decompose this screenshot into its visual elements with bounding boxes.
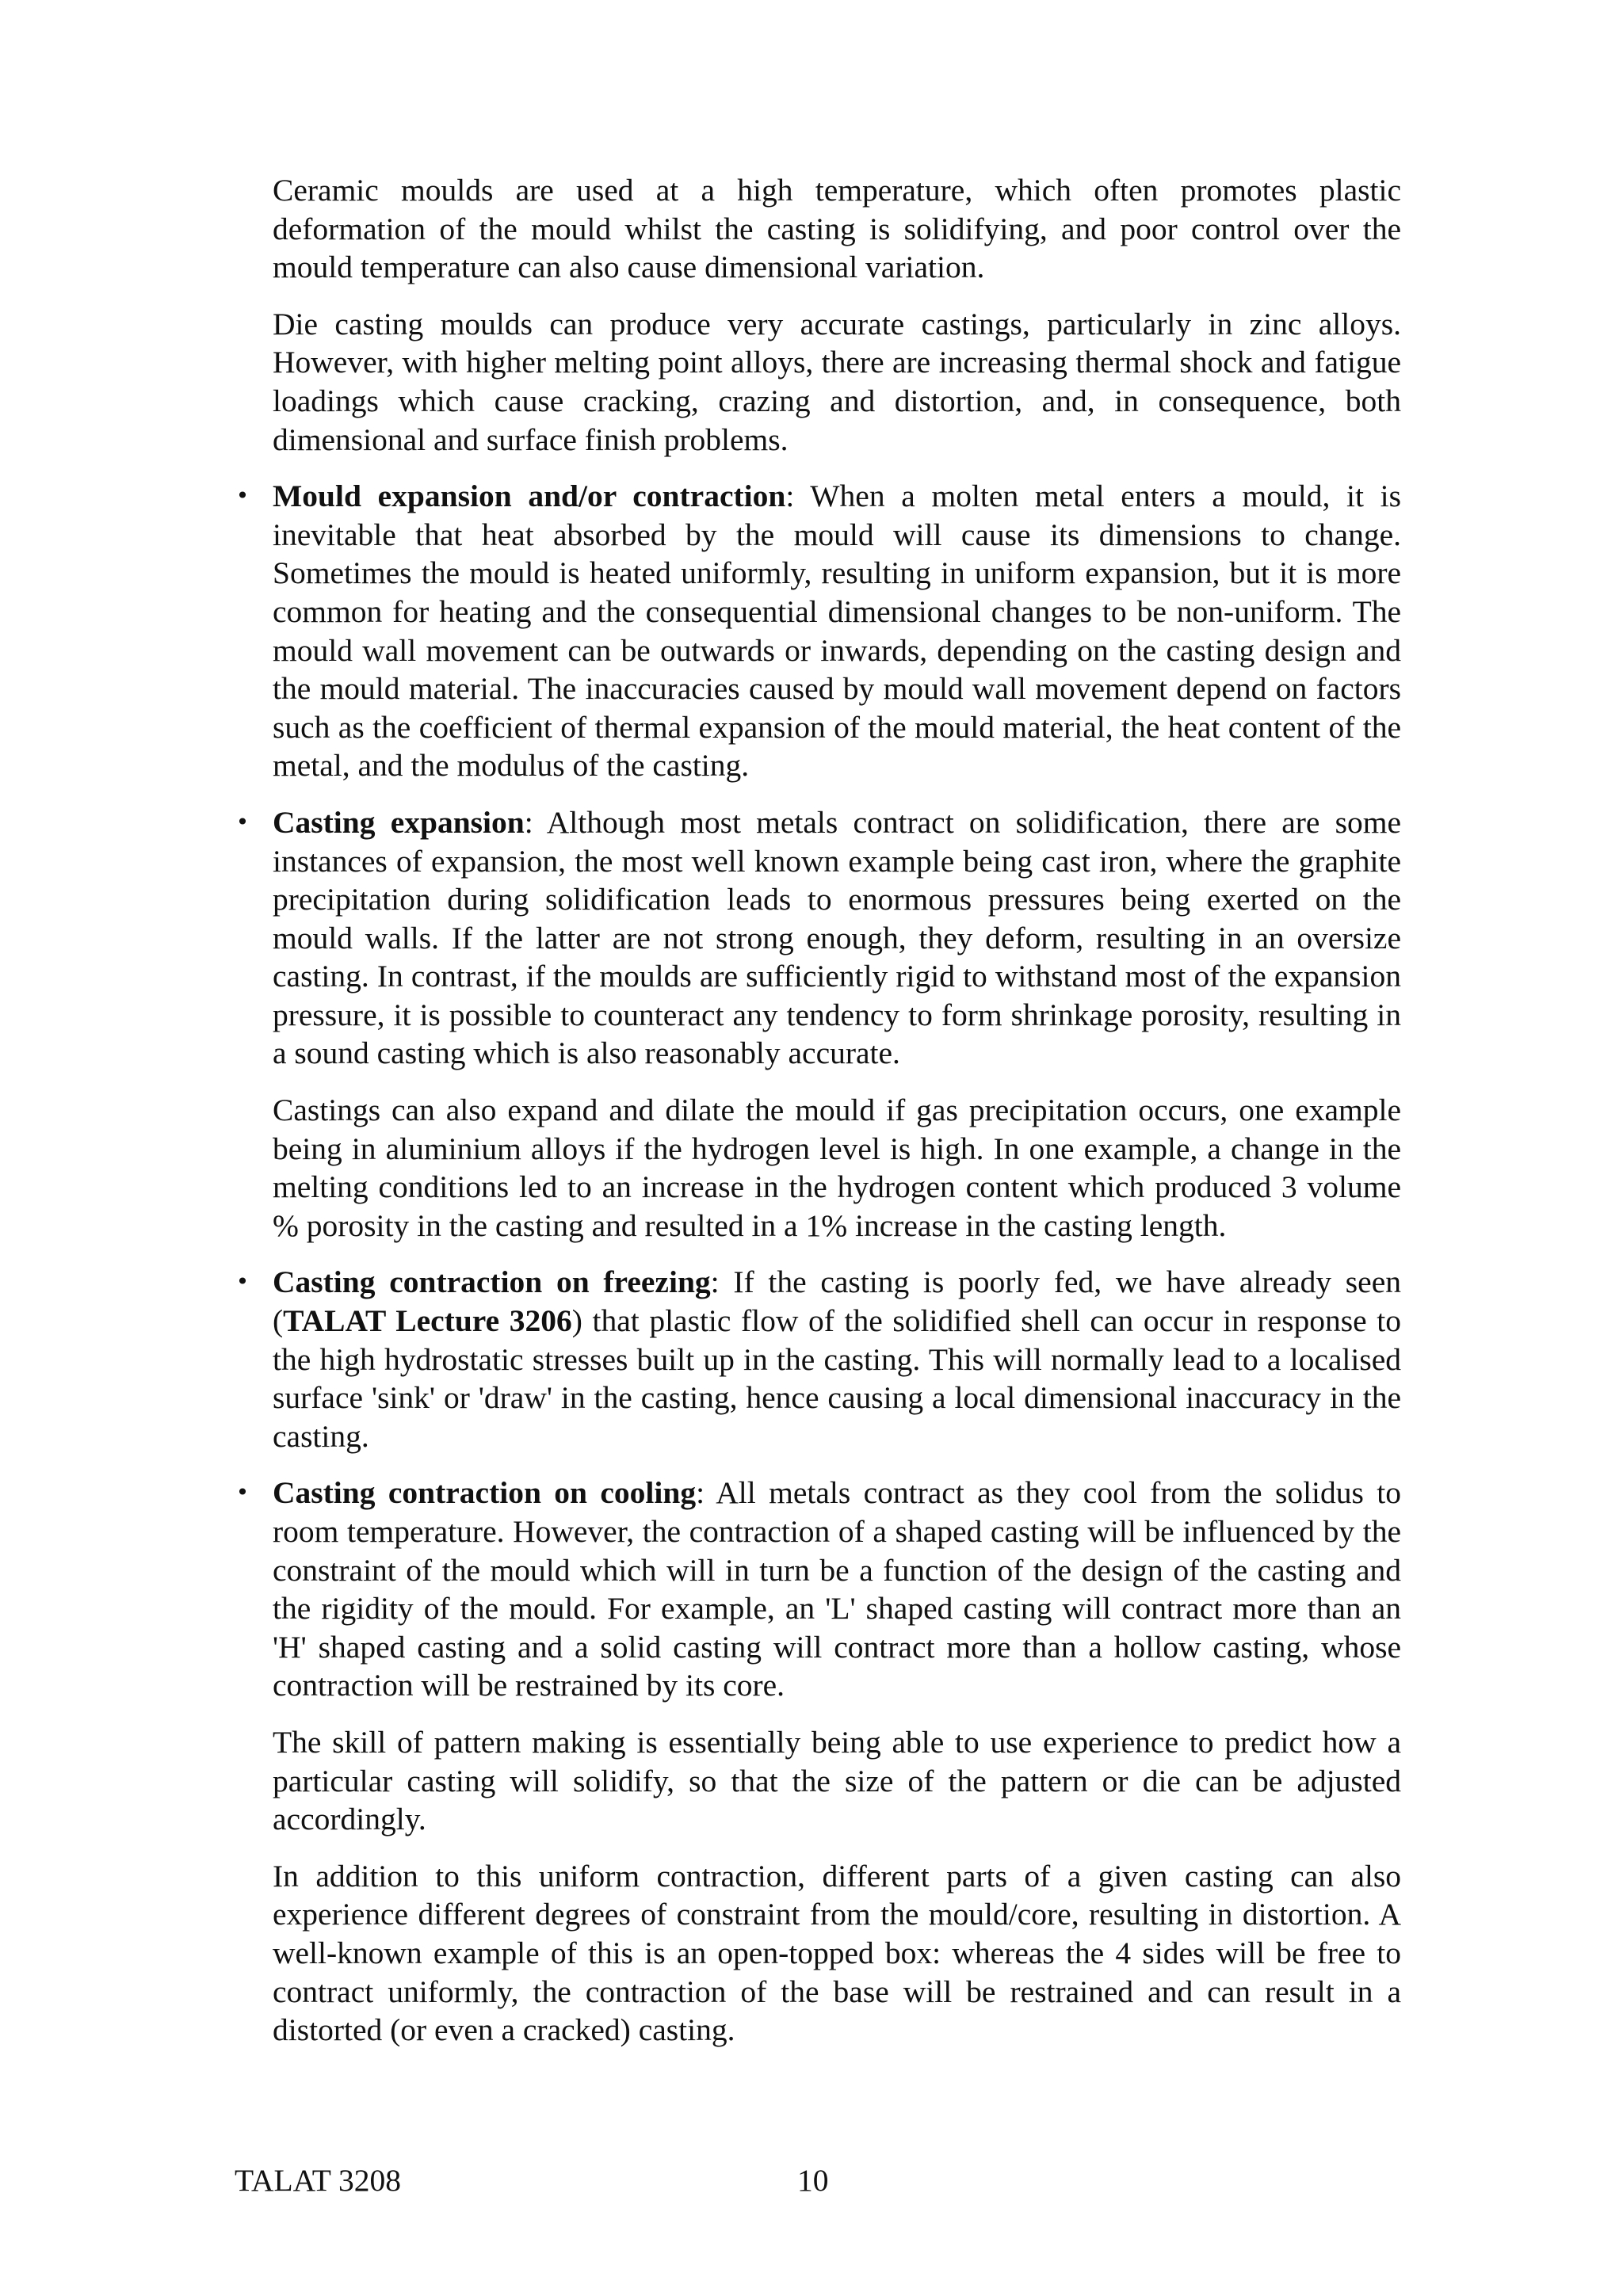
bullet-term: Casting contraction on cooling bbox=[273, 1475, 697, 1511]
paragraph-ceramic-moulds: Ceramic moulds are used at a high temperature, which often promotes plastic deformation of the mould whilst the casting is solidifying, and poor control over the mould temperature can also cause dimensional variation. bbox=[273, 173, 1401, 285]
bullet-body-before: : If the casting is poorly fed, we have already seen ( bbox=[273, 1264, 1401, 1339]
bullet-body: : When a molten metal enters a mould, it is inevitable that heat absorbed by the mould will cause its dimensions to change. Sometimes the mould is heated uniformly, resulting in uniform expansion, but it is more common for heating and the consequential dimensional changes to be non-uniform. The mould wall movement can be outwards or inwards, depending on the casting design and the mould material. The inaccuracies caused by mould wall movement depend on factors such as the coefficient of thermal expansion of the mould material, the heat content of the metal, and the modulus of the casting. bbox=[273, 479, 1401, 784]
bullet-icon: • bbox=[235, 808, 250, 835]
paragraph-die-casting: Die casting moulds can produce very accurate castings, particularly in zinc alloys. However, with higher melting point alloys, there are increasing thermal shock and fatigue loadings which cause cracking, crazing and distortion, and, in consequence, both dimensional and surface finish problems. bbox=[273, 306, 1401, 457]
bullet-body: : Although most metals contract on solidification, there are some instances of expansion, the most well known example being cast iron, where the graphite precipitation during solidification leads to enormous pressures being exerted on the mould walls. If the latter are not strong enough, they deform, resulting in an oversize casting. In contrast, if the moulds are sufficiently rigid to withstand most of the expansion pressure, it is possible to counteract any tendency to form shrinkage porosity, resulting in a sound casting which is also reasonably accurate. bbox=[273, 804, 1402, 1071]
paragraph-distortion: In addition to this uniform contraction, different parts of a given casting can also experience different degrees of constraint from the mould/core, resulting in distortion. A well-known example of this is an open-topped box: whereas the 4 sides will be free to contract uniformly, the contraction of the base will be restrained and can result in a distorted (or even a cracked) casting. bbox=[273, 1858, 1401, 2048]
bullet-term: Casting contraction on freezing bbox=[273, 1264, 711, 1300]
bullet-contraction-cooling bbox=[235, 1474, 1401, 1705]
bullet-text bbox=[273, 1263, 1401, 1455]
bullet-term: Mould expansion and/or contraction bbox=[273, 479, 786, 514]
footer-document-id: TALAT 3208 bbox=[235, 2163, 402, 2198]
lecture-reference: TALAT Lecture 3206 bbox=[283, 1303, 572, 1339]
bullet-body: : All metals contract as they cool from the solidus to room temperature. However, the contraction of a shaped casting will be influenced by the constraint of the mould which will in turn be a function of the design of the casting and the rigidity of the mould. For example, an 'L' shaped casting will contract more than an 'H' shaped casting and a solid casting will contract more than a hollow casting, whose contraction will be restrained by its core. bbox=[273, 1475, 1401, 1703]
footer-page-number: 10 bbox=[797, 2163, 829, 2198]
page-body bbox=[235, 171, 1402, 2068]
bullet-body-after: ) that plastic flow of the solidified shell can occur in response to the high hydrostatic stresses built up in the casting. This will normally lead to a localised surface 'sink' or 'draw' in the casting, hence causing a local dimensional inaccuracy in the casting. bbox=[273, 1303, 1401, 1454]
paragraph-gas-precipitation: Castings can also expand and dilate the mould if gas precipitation occurs, one example being in aluminium alloys if the hydrogen level is high. In one example, a change in the melting conditions led to an increase in the hydrogen content which produced 3 volume % porosity in the casting and resulted in a 1% increase in the casting length. bbox=[273, 1093, 1401, 1243]
bullet-icon: • bbox=[235, 1268, 250, 1295]
bullet-casting-expansion bbox=[235, 803, 1402, 1073]
bullet-text bbox=[273, 803, 1401, 1073]
bullet-text bbox=[273, 1474, 1401, 1705]
bullet-text bbox=[273, 477, 1401, 785]
bullet-icon: • bbox=[235, 1479, 250, 1506]
bullet-icon: • bbox=[235, 482, 250, 509]
bullet-term: Casting expansion bbox=[273, 804, 525, 840]
paragraph-pattern-making: The skill of pattern making is essentially being able to use experience to predict how a particular casting will solidify, so that the size of the pattern or die can be adjusted accordingly. bbox=[273, 1724, 1401, 1837]
bullet-mould-expansion bbox=[235, 477, 1401, 785]
bullet-contraction-freezing bbox=[235, 1263, 1401, 1455]
